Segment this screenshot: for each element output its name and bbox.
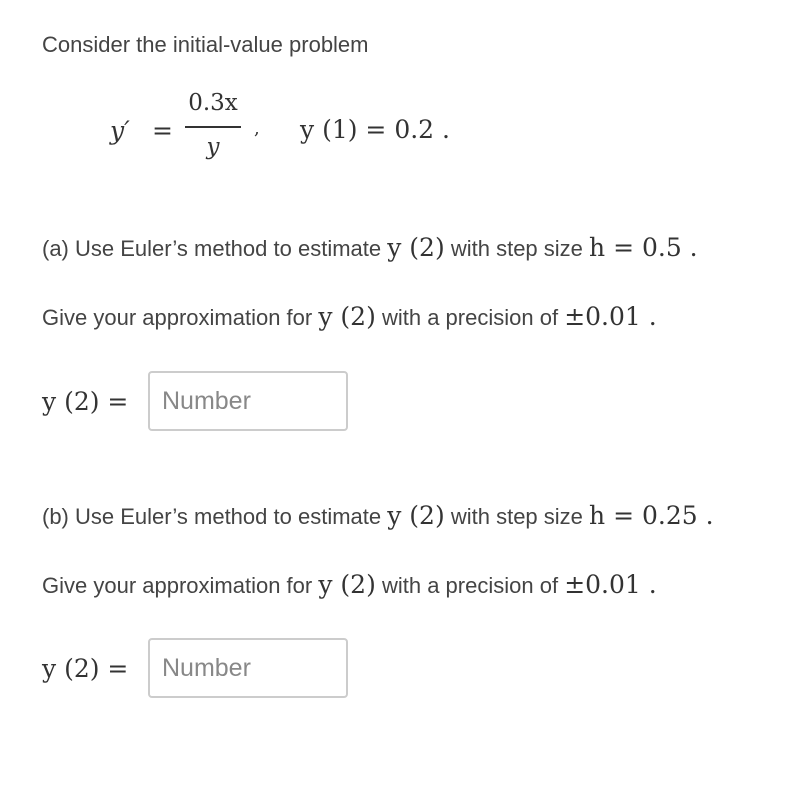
part-b-answer-input[interactable] — [148, 638, 348, 698]
part-a-precision-prefix: Give your approximation for — [42, 305, 313, 330]
part-b-answer-label: y (2) = — [42, 654, 129, 683]
part-a-question-expr: y (2) — [387, 233, 445, 262]
problem-intro: Consider the initial-value problem — [42, 32, 369, 57]
part-b-question-prefix: (b) Use Euler’s method to estimate — [42, 504, 382, 529]
part-b-precision-value: ±0.01 . — [564, 570, 657, 599]
part-a-question-prefix: (a) Use Euler’s method to estimate — [42, 236, 382, 261]
part-b-precision-mid: with a precision of — [381, 573, 559, 598]
part-a-precision-value: ±0.01 . — [564, 302, 657, 331]
part-a-answer-label: y (2) = — [42, 387, 129, 416]
part-b-precision — [42, 571, 657, 600]
part-a-question — [42, 234, 698, 263]
equation-equals: = — [152, 116, 173, 145]
part-a-precision — [42, 303, 657, 332]
fraction-bar — [185, 126, 241, 128]
part-b-precision-expr: y (2) — [318, 570, 376, 599]
part-b-precision-prefix: Give your approximation for — [42, 573, 313, 598]
part-b-question-mid: with step size — [450, 504, 583, 529]
part-b-question-expr: y (2) — [387, 501, 445, 530]
fraction-numerator: 0.3x — [188, 90, 238, 116]
ivp-equation — [110, 88, 470, 178]
initial-condition: y (1) = 0.2 . — [300, 115, 450, 144]
part-b-step-size: h = 0.25 . — [589, 501, 714, 530]
part-a-precision-expr: y (2) — [318, 302, 376, 331]
equation-comma: , — [254, 118, 260, 139]
part-a-answer-input[interactable] — [148, 371, 348, 431]
part-b-question — [42, 502, 714, 531]
part-a-step-size: h = 0.5 . — [589, 233, 698, 262]
part-a-question-mid: with step size — [450, 236, 583, 261]
fraction-denominator: y — [206, 134, 220, 160]
equation-lhs: y′ — [110, 116, 130, 145]
part-a-precision-mid: with a precision of — [381, 305, 559, 330]
